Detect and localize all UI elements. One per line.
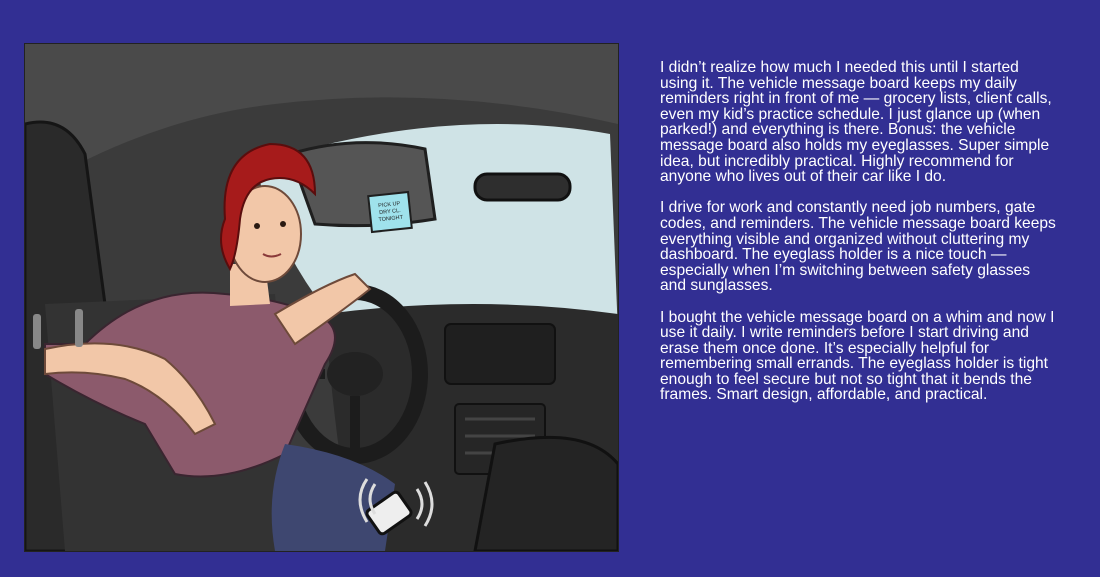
car-interior-illustration	[24, 43, 619, 552]
note-line-3: TONIGHT	[378, 214, 404, 224]
illustration-svg	[25, 44, 618, 551]
testimonial-3: I bought the vehicle message board on a whim and now I use it daily. I write reminders before I start driving and erase them once done. It’s especially helpful for remembering small errands. The eyeglass holder is tight enough to feel secure but not so tight that it bends the frames. Smart design, affordable, and practical.	[660, 308, 1055, 404]
note-line-2: DRY CL.	[378, 207, 402, 217]
testimonials-column	[660, 60, 1060, 419]
note-line-1: PICK UP	[378, 200, 401, 210]
testimonial-1: I didn’t realize how much I needed this until I started using it. The vehicle message board keeps my daily reminders right in front of me — grocery lists, client calls, even my kid’s practice schedule. I just glance up (when parked!) and everything is there. Bonus: the vehicle message board also holds my eyeglasses. Super simple idea, but incredibly practical. Highly recommend for anyone who lives out of their car like I do.	[660, 59, 1052, 186]
testimonial-2: I drive for work and constantly need job numbers, gate codes, and reminders. The vehicle message board keeps everything visible and organized without cluttering my dashboard. The eyeglass holder is a nice touch — especially when I’m switching between safety glasses and sunglasses.	[660, 199, 1056, 295]
rearview-mirror	[475, 174, 570, 200]
bracelet-right	[75, 309, 83, 347]
sticky-note	[368, 192, 412, 232]
center-screen	[445, 324, 555, 384]
passenger-seat	[475, 437, 618, 551]
bracelet-left	[33, 314, 41, 349]
